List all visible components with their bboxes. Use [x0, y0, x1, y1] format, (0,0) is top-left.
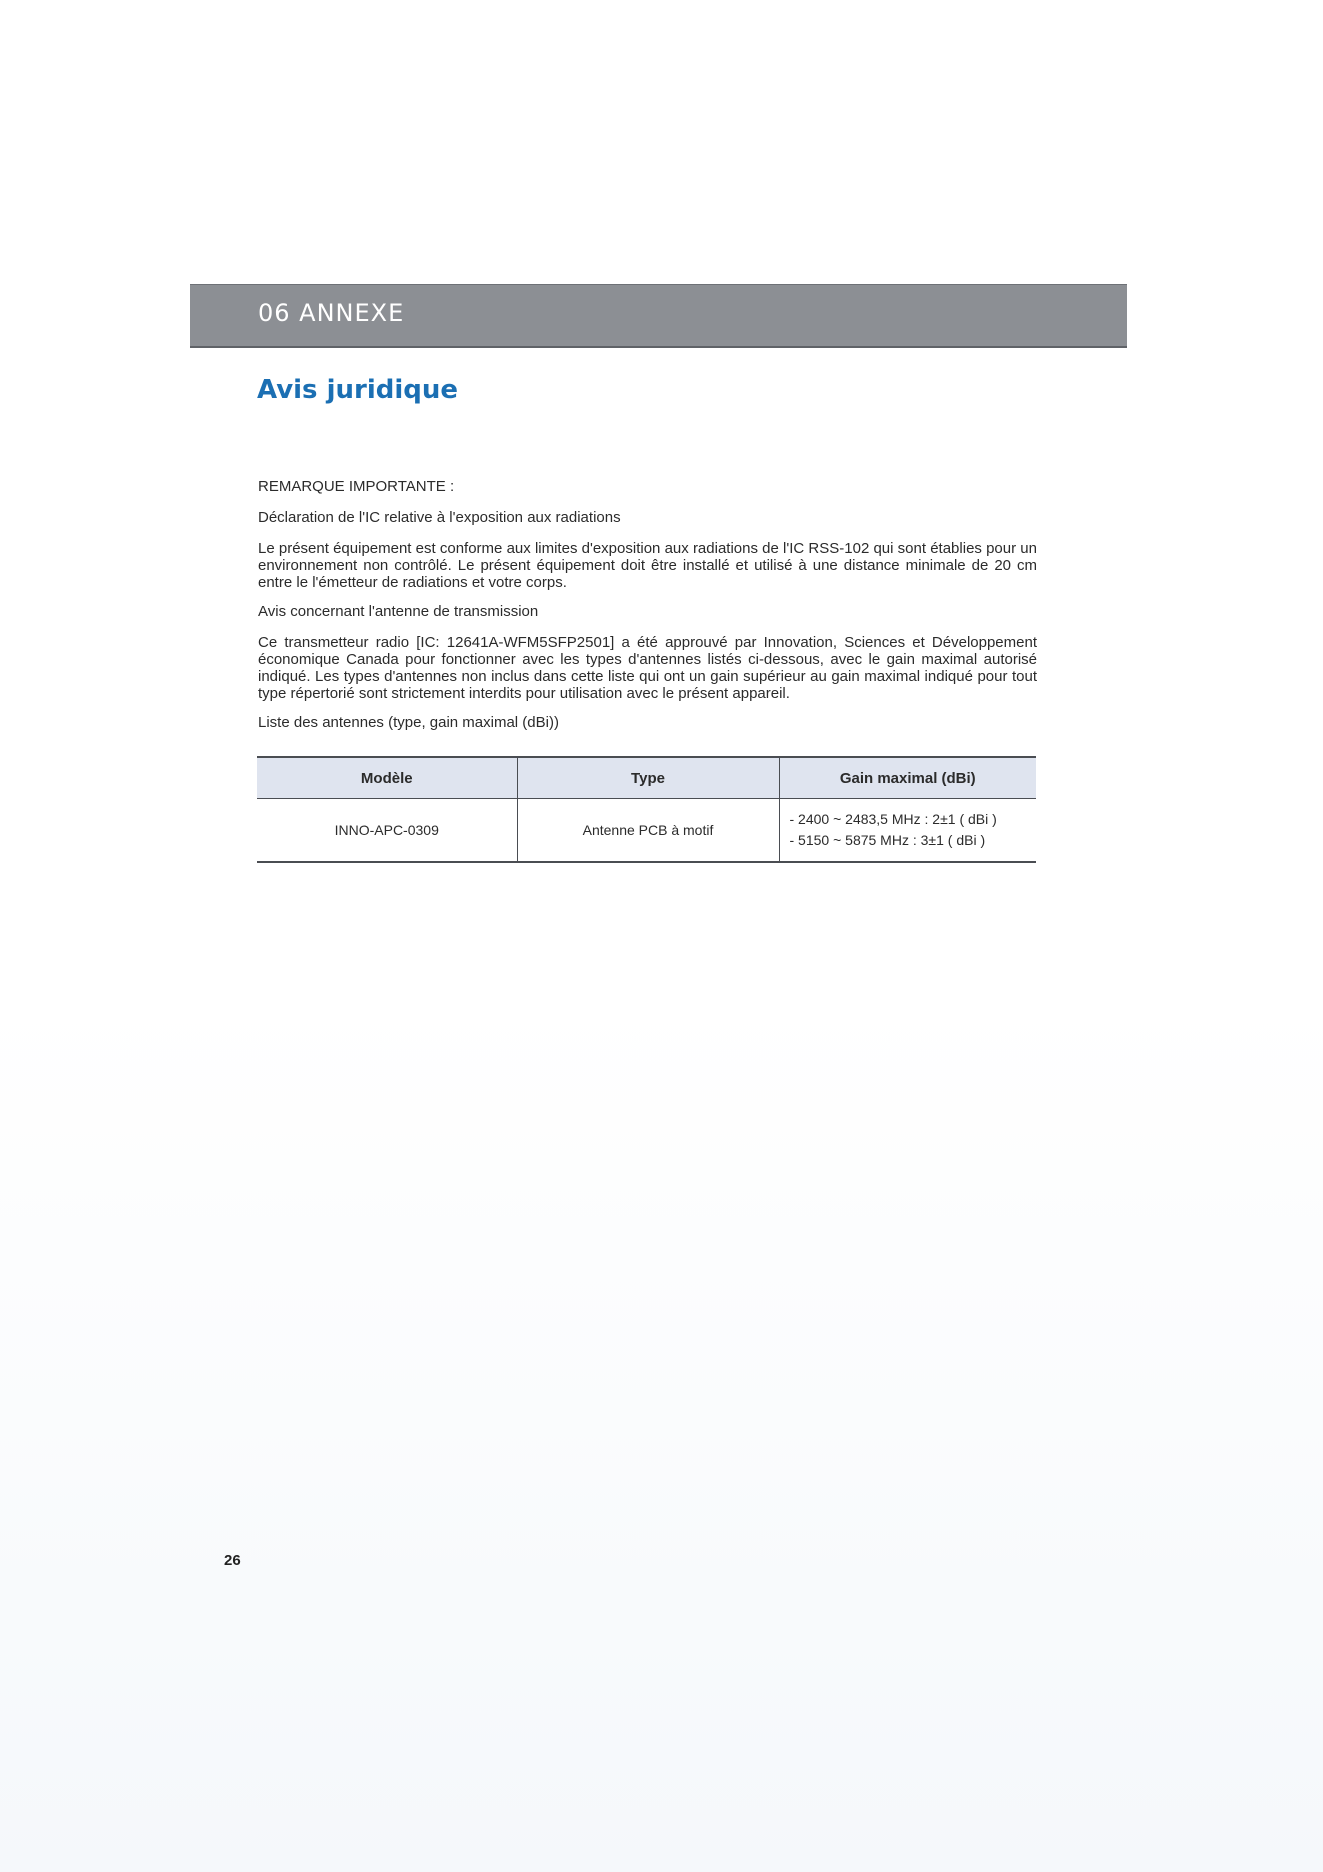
gain-line-5150: - 5150 ~ 5875 MHz : 3±1 ( dBi ) [789, 832, 986, 848]
column-header-type: Type [517, 757, 779, 799]
legal-notice-body [258, 478, 1037, 745]
gain-line-2400: - 2400 ~ 2483,5 MHz : 2±1 ( dBi ) [789, 811, 997, 827]
antenna-notice-heading: Avis concernant l'antenne de transmission [258, 603, 539, 620]
section-header-label: 06 ANNEXE [258, 299, 405, 327]
column-header-gain: Gain maximal (dBi) [779, 757, 1036, 799]
page-title: Avis juridique [257, 375, 459, 405]
cell-type: Antenne PCB à motif [517, 799, 779, 863]
radiation-paragraph: Le présent équipement est conforme aux limites d'exposition aux radiations de l'IC RSS-102 qui sont établies pour un environnement non contrôlé. Le présent équipement doit être installé et utilisé à une distance minimale de 20 cm entre le l'émetteur de radiations et votre corps. [258, 540, 1037, 591]
table-row [257, 799, 1036, 863]
section-header-bar [190, 284, 1127, 348]
cell-model: INNO-APC-0309 [257, 799, 517, 863]
table-header-row [257, 757, 1036, 799]
column-header-model: Modèle [257, 757, 517, 799]
page-number: 26 [224, 1552, 241, 1569]
page-background [0, 1000, 1323, 1872]
antenna-table [257, 756, 1036, 863]
radiation-heading: Déclaration de l'IC relative à l'exposition aux radiations [258, 509, 621, 526]
remark-heading: REMARQUE IMPORTANTE : [258, 478, 455, 495]
antenna-list-heading: Liste des antennes (type, gain maximal (dBi)) [258, 714, 559, 731]
antenna-notice-paragraph: Ce transmetteur radio [IC: 12641A-WFM5SFP2501] a été approuvé par Innovation, Sciences et Développement économique Canada pour fonctionner avec les types d'antennes listés ci-dessous, avec le gain maximal autorisé indiqué. Les types d'antennes non inclus dans cette liste qui ont un gain supérieur au gain maximal indiqué pour tout type répertorié sont strictement interdits pour utilisation avec le présent appareil. [258, 634, 1037, 702]
cell-gain [779, 799, 1036, 863]
